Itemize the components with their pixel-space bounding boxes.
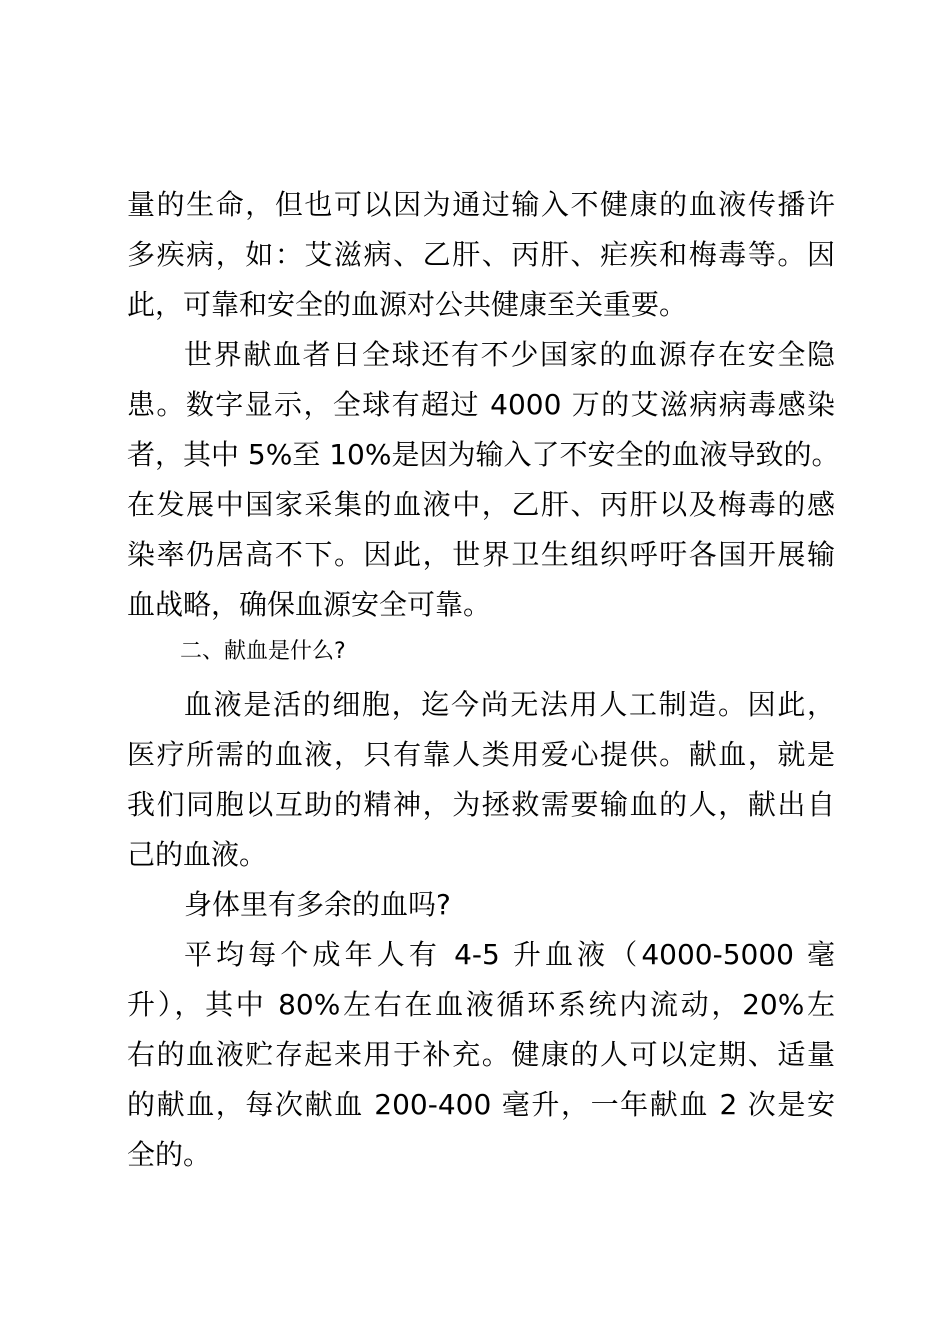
paragraph-line: 者，其中 5%至 10%是因为输入了不安全的血液导致的。 xyxy=(127,438,840,471)
paragraph-line: 我们同胞以互助的精神，为拯救需要输血的人，献出自 xyxy=(127,788,835,821)
paragraph-line: 己的血液。 xyxy=(127,838,268,871)
paragraph-line: 世界献血者日全球还有不少国家的血源存在安全隐 xyxy=(184,338,835,371)
paragraph-line: 在发展中国家采集的血液中，乙肝、丙肝以及梅毒的感 xyxy=(127,488,835,521)
paragraph-line: 医疗所需的血液，只有靠人类用爱心提供。献血，就是 xyxy=(127,738,835,771)
paragraph-line: 的献血，每次献血 200-400 毫升，一年献血 2 次是安 xyxy=(127,1088,835,1121)
paragraph-line: 血战略，确保血源安全可靠。 xyxy=(127,588,492,621)
section-heading: 二、献血是什么? xyxy=(180,639,346,664)
question-line: 身体里有多余的血吗? xyxy=(184,888,451,921)
paragraph-line: 血液是活的细胞，迄今尚无法用人工制造。因此， xyxy=(184,688,835,721)
paragraph-line: 此，可靠和安全的血源对公共健康至关重要。 xyxy=(127,288,688,321)
paragraph-line: 平均每个成年人有 4-5 升血液（4000-5000 毫 xyxy=(184,938,835,971)
paragraph-line: 染率仍居高不下。因此，世界卫生组织呼吁各国开展输 xyxy=(127,538,835,571)
paragraph-line: 全的。 xyxy=(127,1138,212,1171)
paragraph-line: 量的生命，但也可以因为通过输入不健康的血液传播许 xyxy=(127,188,835,221)
paragraph-line: 升），其中 80%左右在血液循环系统内流动，20%左 xyxy=(127,988,835,1021)
paragraph-line: 患。数字显示，全球有超过 4000 万的艾滋病病毒感染 xyxy=(127,388,835,421)
paragraph-line: 右的血液贮存起来用于补充。健康的人可以定期、适量 xyxy=(127,1038,835,1071)
paragraph-line: 多疾病，如：艾滋病、乙肝、丙肝、疟疾和梅毒等。因 xyxy=(127,238,835,271)
